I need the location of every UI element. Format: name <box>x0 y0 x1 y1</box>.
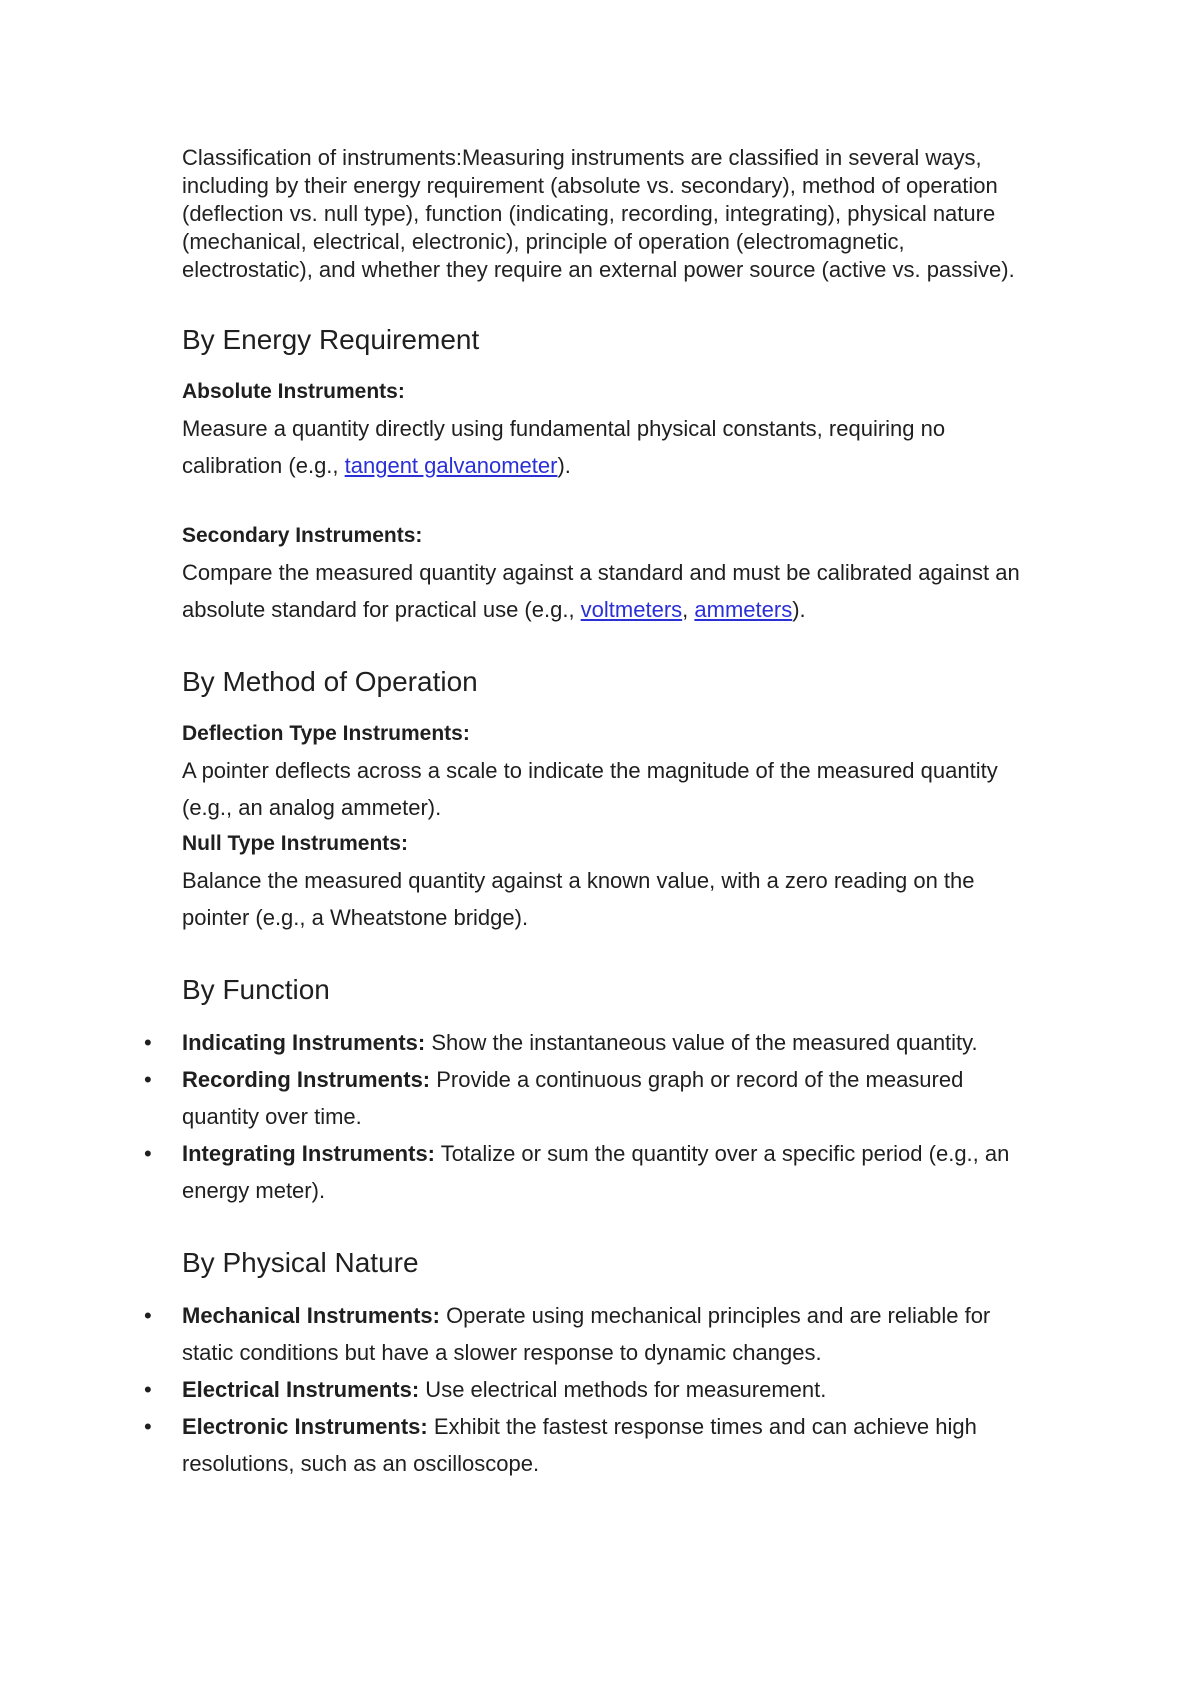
list-item-term: Electronic Instruments: <box>182 1414 428 1439</box>
list-item <box>144 1024 1032 1061</box>
definition-secondary-instruments <box>182 554 1032 628</box>
definition-deflection-type: A pointer deflects across a scale to indicate the magnitude of the measured quantity (e.g., an analog ammeter). <box>182 758 998 820</box>
list-item <box>144 1371 1032 1408</box>
definition-absolute-instruments <box>182 410 1032 484</box>
link-voltmeters[interactable]: voltmeters <box>580 597 683 622</box>
heading-energy-requirement: By Energy Requirement <box>182 324 480 355</box>
bullet-icon: • <box>144 1067 152 1092</box>
list-item <box>144 1061 1032 1135</box>
list-item-text: Show the instantaneous value of the measured quantity. <box>425 1030 978 1055</box>
list-item-term: Recording Instruments: <box>182 1067 431 1092</box>
bullet-icon: • <box>144 1303 152 1328</box>
list-item <box>144 1135 1032 1209</box>
heading-by-function: By Function <box>182 974 330 1005</box>
bullet-icon: • <box>144 1414 152 1439</box>
term-secondary-instruments: Secondary Instruments: <box>182 524 423 547</box>
function-list <box>144 1024 1032 1209</box>
secondary-text-after: ). <box>792 597 806 622</box>
secondary-separator: , <box>682 597 695 622</box>
list-item <box>144 1297 1032 1371</box>
definition-null-type: Balance the measured quantity against a known value, with a zero reading on the pointer (e.g., a Wheatstone bridge). <box>182 868 975 930</box>
document-page <box>144 144 1032 1482</box>
term-deflection-type: Deflection Type Instruments: <box>182 722 470 745</box>
list-item-text: Use electrical methods for measurement. <box>419 1377 827 1402</box>
physical-list <box>144 1297 1032 1482</box>
term-absolute-instruments: Absolute Instruments: <box>182 380 405 403</box>
secondary-text-before: Compare the measured quantity against a standard and must be calibrated against an absolute standard for practical use (e.g., <box>182 560 1020 622</box>
bullet-icon: • <box>144 1377 152 1402</box>
list-item-term: Indicating Instruments: <box>182 1030 426 1055</box>
list-item-text: Operate using mechanical principles and are reliable for static conditions but have a slower response to dynamic changes. <box>182 1303 991 1365</box>
bullet-icon: • <box>144 1141 152 1166</box>
link-ammeters[interactable]: ammeters <box>694 597 793 622</box>
list-item-term: Integrating Instruments: <box>182 1141 436 1166</box>
absolute-text-before: Measure a quantity directly using fundamental physical constants, requiring no calibration (e.g., <box>182 416 946 478</box>
heading-method-of-operation: By Method of Operation <box>182 666 478 697</box>
term-null-type: Null Type Instruments: <box>182 832 408 855</box>
absolute-text-after: ). <box>557 453 571 478</box>
list-item-text: Exhibit the fastest response times and can achieve high resolutions, such as an oscilloscope. <box>182 1414 977 1476</box>
list-item-text: Totalize or sum the quantity over a specific period (e.g., an energy meter). <box>182 1141 1010 1203</box>
heading-physical-nature: By Physical Nature <box>182 1247 419 1278</box>
intro-paragraph: Classification of instruments:Measuring instruments are classified in several ways, including by their energy requirement (absolute vs. secondary), method of operation (deflection vs. null type), function (indicating, recording, integrating), physical nature (mechanical, electrical, electronic), principle of operation (electromagnetic, electrostatic), and whether they require an external power source (active vs. passive). <box>182 145 1015 282</box>
list-item-text: Provide a continuous graph or record of the measured quantity over time. <box>182 1067 964 1129</box>
list-item <box>144 1408 1032 1482</box>
list-item-term: Mechanical Instruments: <box>182 1303 440 1328</box>
link-tangent-galvanometer[interactable]: tangent galvanometer <box>344 453 558 478</box>
bullet-icon: • <box>144 1030 152 1055</box>
list-item-term: Electrical Instruments: <box>182 1377 420 1402</box>
